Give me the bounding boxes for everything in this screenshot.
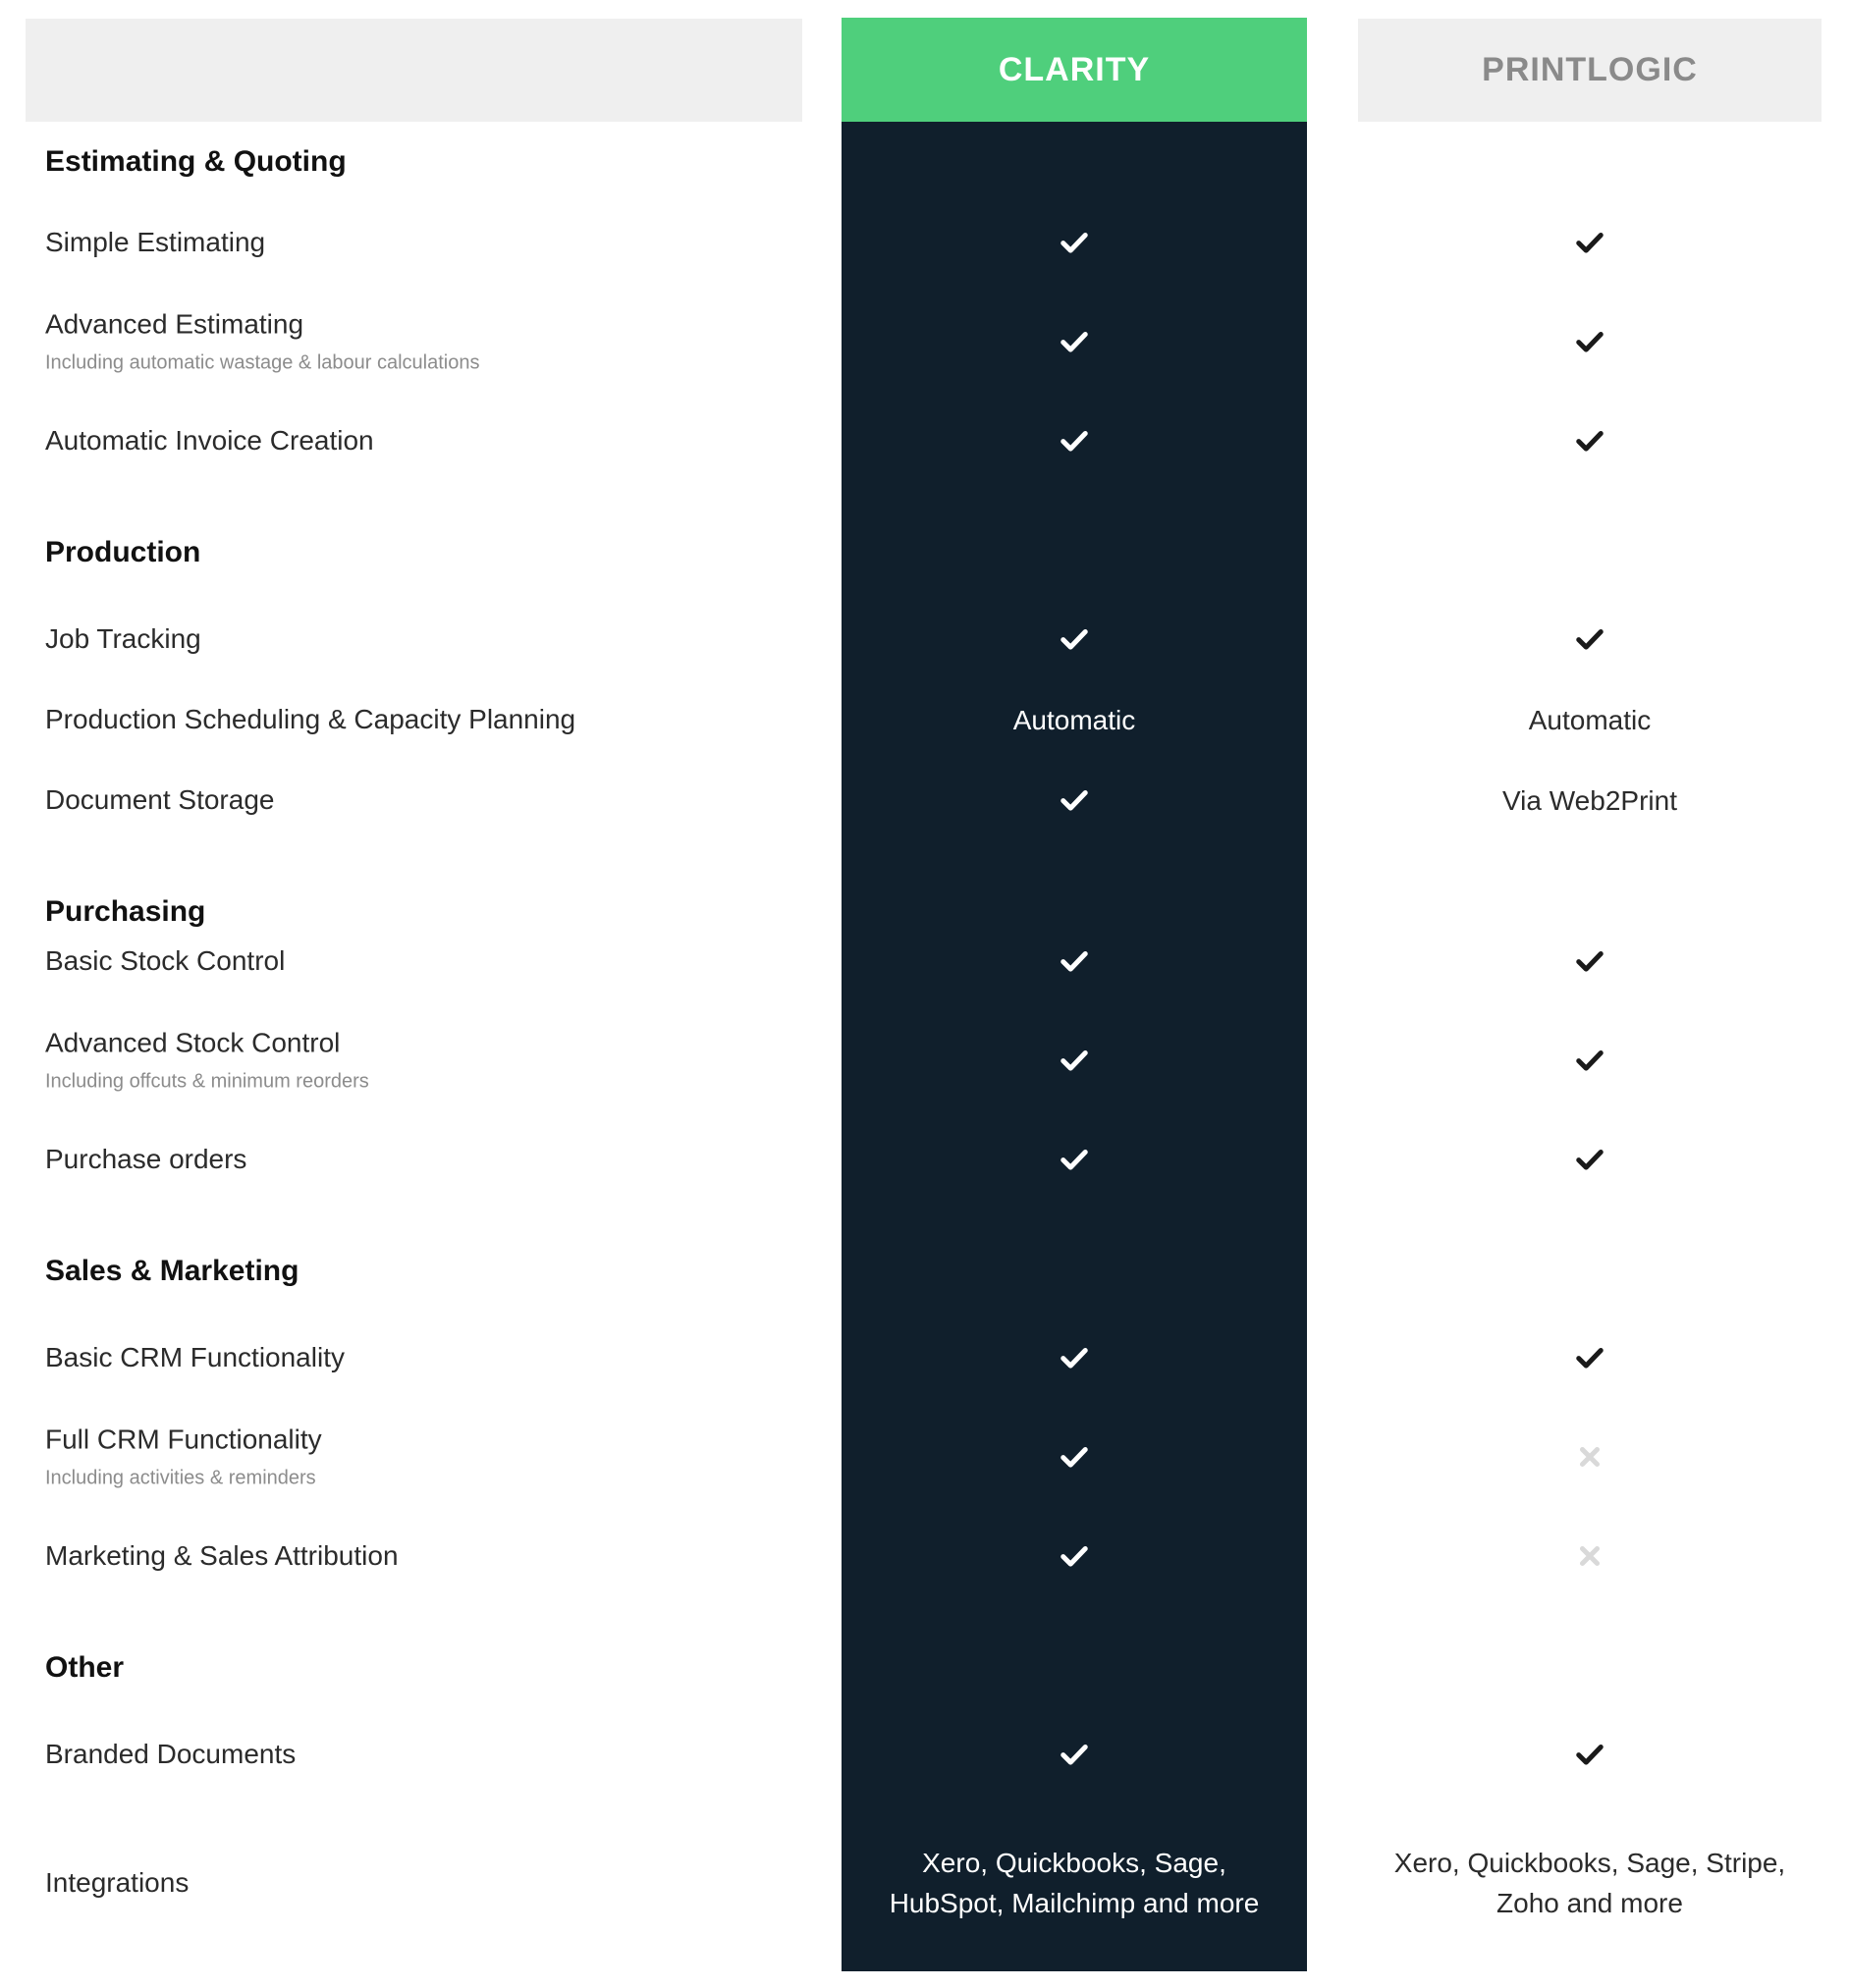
feature-row [0, 1795, 1849, 1971]
feature-label-group [45, 1867, 189, 1899]
section-heading: Estimating & Quoting [45, 145, 347, 178]
feature-label-group [45, 227, 265, 258]
clarity-check-cell [842, 760, 1307, 840]
check-icon [1575, 1145, 1604, 1174]
feature-row [0, 1317, 1849, 1398]
printlogic-check-cell [1358, 283, 1822, 401]
check-icon [1060, 1442, 1089, 1472]
clarity-check-cell [842, 1119, 1307, 1200]
feature-label: Job Tracking [45, 623, 201, 654]
feature-label: Basic CRM Functionality [45, 1342, 345, 1372]
section-heading-row [0, 122, 1849, 202]
clarity-check-cell [842, 283, 1307, 401]
feature-row [0, 1119, 1849, 1200]
clarity-check-cell [842, 599, 1307, 679]
feature-label-group [45, 1144, 246, 1175]
feature-row [0, 760, 1849, 840]
feature-label: Automatic Invoice Creation [45, 425, 374, 456]
check-icon [1060, 426, 1089, 456]
feature-sublabel: Including activities & reminders [45, 1467, 316, 1489]
feature-label: Integrations [45, 1867, 190, 1898]
check-icon [1060, 785, 1089, 815]
check-icon [1575, 228, 1604, 257]
feature-row [0, 679, 1849, 760]
feature-label: Advanced Stock Control [45, 1027, 341, 1058]
feature-row [0, 401, 1849, 481]
check-icon [1060, 946, 1089, 976]
feature-label-group [45, 623, 201, 655]
check-icon [1060, 1740, 1089, 1769]
feature-label: Simple Estimating [45, 227, 266, 257]
feature-label-group [45, 945, 285, 977]
feature-row [0, 599, 1849, 679]
feature-row [0, 921, 1849, 1001]
printlogic-check-cell [1358, 1001, 1822, 1119]
feature-label: Production Scheduling & Capacity Planning [45, 704, 576, 734]
check-icon [1575, 1343, 1604, 1372]
feature-row [0, 1714, 1849, 1795]
printlogic-column-header: PRINTLOGIC [1358, 19, 1822, 122]
clarity-column-header: CLARITY [842, 18, 1307, 122]
printlogic-value-text: Automatic [1528, 704, 1652, 735]
clarity-check-cell [842, 1714, 1307, 1795]
feature-label: Branded Documents [45, 1739, 297, 1769]
feature-label-group [45, 1739, 296, 1770]
printlogic-value-text: Via Web2Print [1502, 784, 1677, 816]
clarity-check-cell [842, 1516, 1307, 1596]
clarity-value-text: Automatic [1012, 704, 1136, 735]
printlogic-value-text: Xero, Quickbooks, Sage, Stripe, Zoho and more [1393, 1848, 1786, 1918]
check-icon [1575, 624, 1604, 654]
clarity-check-cell [842, 1001, 1307, 1119]
printlogic-cross-cell [1358, 1516, 1822, 1596]
section-heading-row [0, 1212, 1849, 1330]
printlogic-check-cell [1358, 202, 1822, 283]
feature-label: Basic Stock Control [45, 945, 286, 976]
feature-row [0, 283, 1849, 401]
clarity-check-cell [842, 202, 1307, 283]
printlogic-check-cell [1358, 921, 1822, 1001]
section-heading: Production [45, 536, 201, 568]
section-heading-row [0, 1609, 1849, 1727]
cross-icon [1575, 1442, 1604, 1472]
feature-row [0, 202, 1849, 283]
check-icon [1060, 327, 1089, 356]
section-heading: Other [45, 1651, 125, 1684]
printlogic-check-cell [1358, 401, 1822, 481]
feature-label: Full CRM Functionality [45, 1424, 322, 1455]
section-heading-row [0, 494, 1849, 612]
clarity-check-cell [842, 1317, 1307, 1398]
clarity-value-text: Xero, Quickbooks, Sage, HubSpot, Mailchimp and more [889, 1848, 1260, 1918]
feature-label: Marketing & Sales Attribution [45, 1540, 399, 1571]
feature-label-group [45, 1540, 399, 1572]
printlogic-check-cell [1358, 1317, 1822, 1398]
printlogic-cross-cell [1358, 1398, 1822, 1516]
feature-label: Advanced Estimating [45, 308, 304, 340]
feature-label-group [45, 784, 274, 816]
printlogic-check-cell [1358, 599, 1822, 679]
check-icon [1060, 624, 1089, 654]
check-icon [1060, 1541, 1089, 1571]
feature-row [0, 1001, 1849, 1119]
check-icon [1060, 1343, 1089, 1372]
section-heading: Sales & Marketing [45, 1255, 299, 1287]
feature-row [0, 1398, 1849, 1516]
check-icon [1060, 1046, 1089, 1075]
printlogic-check-cell [1358, 1714, 1822, 1795]
section-heading: Purchasing [45, 895, 206, 928]
check-icon [1060, 1145, 1089, 1174]
feature-label-group [45, 1342, 345, 1373]
feature-label: Document Storage [45, 784, 275, 815]
feature-label-group [45, 704, 575, 735]
check-icon [1575, 1046, 1604, 1075]
check-icon [1575, 946, 1604, 976]
header-blank-cell [26, 19, 802, 122]
clarity-check-cell [842, 921, 1307, 1001]
feature-label-group [45, 1028, 369, 1094]
feature-label-group [45, 309, 479, 375]
check-icon [1060, 228, 1089, 257]
feature-label-group [45, 425, 374, 457]
cross-icon [1575, 1541, 1604, 1571]
feature-label-group [45, 1424, 322, 1490]
check-icon [1575, 426, 1604, 456]
feature-sublabel: Including automatic wastage & labour calculations [45, 351, 480, 374]
printlogic-check-cell [1358, 1119, 1822, 1200]
check-icon [1575, 327, 1604, 356]
clarity-check-cell [842, 1398, 1307, 1516]
feature-row [0, 1516, 1849, 1596]
check-icon [1575, 1740, 1604, 1769]
clarity-check-cell [842, 401, 1307, 481]
feature-label: Purchase orders [45, 1144, 247, 1174]
feature-sublabel: Including offcuts & minimum reorders [45, 1070, 369, 1093]
